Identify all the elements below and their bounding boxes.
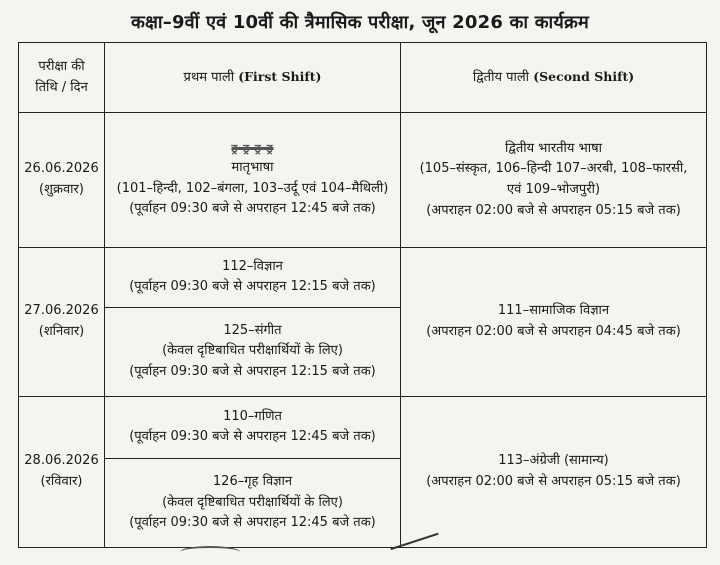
- date-header-line-1: परीक्षा की: [38, 58, 85, 74]
- exam-time: (पूर्वाहन 09:30 बजे से अपराहन 12:15 बजे तक): [129, 364, 376, 380]
- table-row: [19, 396, 707, 458]
- first-shift-cell: [105, 396, 401, 458]
- table-header-row: [19, 43, 707, 113]
- table-row: [19, 247, 707, 307]
- exam-time: (पूर्वाहन 09:30 बजे से अपराहन 12:45 बजे तक): [129, 429, 376, 445]
- ink-mark: [180, 546, 240, 558]
- exam-time: (पूर्वाहन 09:30 बजे से अपराहन 12:45 बजे तक): [129, 201, 376, 217]
- exam-day: (शनिवार): [38, 323, 85, 339]
- first-shift-cell: [105, 247, 401, 307]
- first-shift-cell: [105, 458, 401, 547]
- exam-date: 28.06.2026: [24, 453, 99, 469]
- exam-day: (रविवार): [40, 473, 83, 489]
- exam-time: (अपराहन 02:00 बजे से अपराहन 05:15 बजे तक): [426, 202, 681, 218]
- subject-name: 111–सामाजिक विज्ञान: [497, 303, 610, 319]
- subject-name: मातृभाषा: [231, 159, 274, 175]
- subject-note: (केवल दृष्टिबाधित परीक्षार्थियों के लिए): [162, 343, 343, 359]
- subject-detail: (105–संस्कृत, 106–हिन्दी 107–अरबी, 108–फारसी,: [419, 161, 688, 177]
- subject-name: 126–गृह विज्ञान: [212, 473, 293, 489]
- subject-note: (केवल दृष्टिबाधित परीक्षार्थियों के लिए): [162, 494, 343, 510]
- exam-day: (शुक्रवार): [39, 182, 84, 198]
- exam-schedule-table: [18, 42, 707, 548]
- exam-time: (अपराहन 02:00 बजे से अपराहन 05:15 बजे तक): [426, 473, 681, 489]
- second-shift-cell: [401, 113, 707, 248]
- exam-date: 26.06.2026: [24, 161, 99, 177]
- exam-time: (पूर्वाहन 09:30 बजे से अपराहन 12:15 बजे तक): [129, 279, 376, 295]
- second-shift-label-hi: द्वितीय पाली: [472, 69, 530, 85]
- first-shift-header: [105, 43, 401, 113]
- first-shift-cell: [105, 307, 401, 396]
- subject-detail: (101–हिन्दी, 102–बंगला, 103–उर्दू एवं 104–मैथिली): [116, 180, 389, 196]
- table-row: [19, 113, 707, 248]
- date-header-line-2: तिथि / दिन: [35, 79, 88, 95]
- first-shift-cell: [105, 113, 401, 248]
- second-shift-cell: [401, 247, 707, 396]
- subject-name: 113–अंग्रेजी (सामान्य): [498, 453, 609, 469]
- subject-name: 125–संगीत: [223, 322, 282, 338]
- second-shift-cell: [401, 396, 707, 547]
- exam-time: (अपराहन 02:00 बजे से अपराहन 04:45 बजे तक): [426, 323, 681, 339]
- date-cell: [19, 247, 105, 396]
- page-title: कक्षा–9वीं एवं 10वीं की त्रैमासिक परीक्षा, जून 2026 का कार्यक्रम: [130, 12, 590, 33]
- date-cell: [19, 113, 105, 248]
- subject-detail: एवं 109–भोजपुरी): [506, 182, 601, 198]
- date-column-header: [19, 43, 105, 113]
- subject-name: 110–गणित: [223, 408, 282, 424]
- first-shift-label-hi: प्रथम पाली: [183, 69, 235, 85]
- subject-name: 112–विज्ञान: [222, 258, 283, 274]
- first-shift-label-en: (First Shift): [238, 68, 322, 84]
- second-shift-label-en: (Second Shift): [533, 68, 635, 84]
- second-shift-header: [401, 43, 707, 113]
- struck-text: ड्र ड्र ड्र ड्र: [231, 142, 274, 156]
- exam-date: 27.06.2026: [24, 303, 99, 319]
- date-cell: [19, 396, 105, 547]
- exam-time: (पूर्वाहन 09:30 बजे से अपराहन 12:45 बजे तक): [129, 515, 376, 531]
- subject-name: द्वितीय भारतीय भाषा: [505, 140, 602, 156]
